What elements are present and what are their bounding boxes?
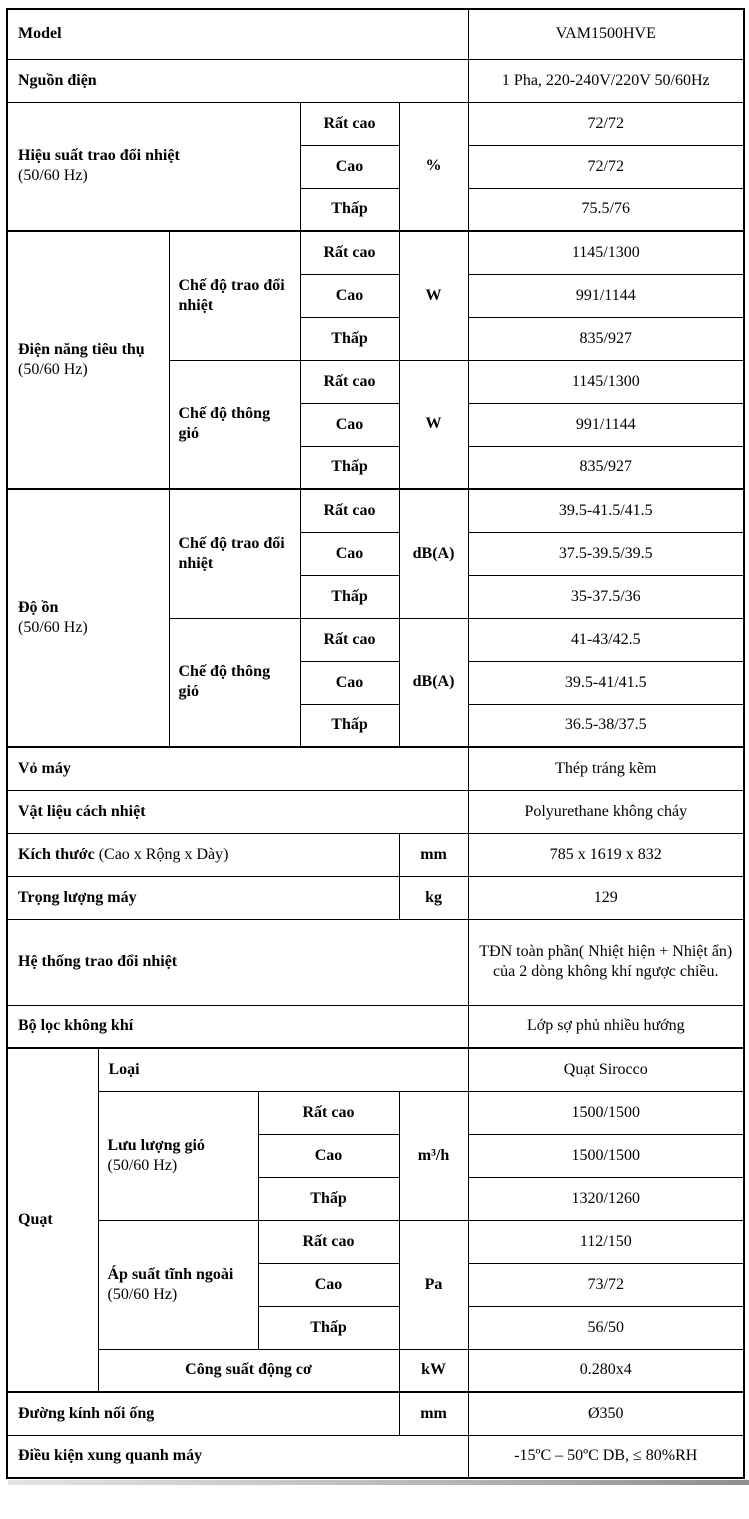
noise-vent-very-high-value: 41-43/42.5 <box>468 618 744 661</box>
row-duct-diameter <box>7 1392 744 1435</box>
casing-label: Vỏ máy <box>7 747 468 790</box>
level-cell: Rất cao <box>300 360 399 403</box>
power-heat-low-value: 835/927 <box>468 317 744 360</box>
power-heat-unit: W <box>399 231 468 360</box>
row-air-filter <box>7 1005 744 1048</box>
row-weight <box>7 876 744 919</box>
fan-motor-power-value: 0.280x4 <box>468 1349 744 1392</box>
noise-vent-high-value: 39.5-41/41.5 <box>468 661 744 704</box>
level-cell: Cao <box>300 661 399 704</box>
spec-table <box>6 8 745 1479</box>
fan-motor-power-unit: kW <box>399 1349 468 1392</box>
noise-vent-low-value: 36.5-38/37.5 <box>468 704 744 747</box>
weight-value: 129 <box>468 876 744 919</box>
fan-label: Quạt <box>7 1048 98 1392</box>
dimensions-label-main: Kích thước <box>18 845 95 863</box>
fan-airflow-label <box>98 1091 258 1220</box>
fan-airflow-label-main: Lưu lượng gió <box>107 1136 205 1154</box>
level-cell: Thấp <box>258 1177 399 1220</box>
fan-pressure-low-value: 56/50 <box>468 1306 744 1349</box>
level-cell: Rất cao <box>300 231 399 274</box>
row-ambient <box>7 1435 744 1478</box>
row-power-heat-very-high <box>7 231 744 274</box>
level-cell: Thấp <box>300 575 399 618</box>
fan-pressure-very-high-value: 112/150 <box>468 1220 744 1263</box>
row-dimensions <box>7 833 744 876</box>
power-vent-low-value: 835/927 <box>468 446 744 489</box>
power-supply-value: 1 Pha, 220-240V/220V 50/60Hz <box>468 59 744 102</box>
efficiency-label-sub: (50/60 Hz) <box>18 167 88 185</box>
fan-airflow-label-sub: (50/60 Hz) <box>107 1156 178 1174</box>
hx-system-value: TĐN toàn phần( Nhiệt hiện + Nhiệt ẩn) của 2 dòng không khí ngược chiều. <box>468 919 744 1005</box>
insulation-value: Polyurethane không cháy <box>468 790 744 833</box>
power-heat-mode-label: Chế độ trao đổi nhiệt <box>169 231 300 360</box>
fan-type-label: Loại <box>98 1048 468 1091</box>
efficiency-label-main: Hiệu suất trao đổi nhiệt <box>18 147 180 165</box>
weight-unit: kg <box>399 876 468 919</box>
duct-diameter-value: Ø350 <box>468 1392 744 1435</box>
noise-heat-mode-label: Chế độ trao đổi nhiệt <box>169 489 300 618</box>
power-consumption-label <box>7 231 169 489</box>
row-insulation <box>7 790 744 833</box>
duct-diameter-unit: mm <box>399 1392 468 1435</box>
insulation-label: Vật liệu cách nhiệt <box>7 790 468 833</box>
fan-type-value: Quạt Sirocco <box>468 1048 744 1091</box>
row-noise-heat-very-high <box>7 489 744 532</box>
row-fan-airflow-very-high <box>7 1091 744 1134</box>
row-fan-motor-power <box>7 1349 744 1392</box>
level-cell: Cao <box>300 274 399 317</box>
dimensions-unit: mm <box>399 833 468 876</box>
row-efficiency-very-high <box>7 102 744 145</box>
power-consumption-label-sub: (50/60 Hz) <box>18 361 88 378</box>
air-filter-value: Lớp sợ phủ nhiều hướng <box>468 1005 744 1048</box>
level-cell: Thấp <box>300 188 399 231</box>
noise-label-main: Độ ồn <box>18 599 59 616</box>
power-vent-very-high-value: 1145/1300 <box>468 360 744 403</box>
level-cell: Cao <box>258 1263 399 1306</box>
fan-airflow-high-value: 1500/1500 <box>468 1134 744 1177</box>
fan-motor-power-label: Công suất động cơ <box>98 1349 399 1392</box>
power-supply-label: Nguồn điện <box>7 59 468 102</box>
row-fan-type <box>7 1048 744 1091</box>
fan-airflow-low-value: 1320/1260 <box>468 1177 744 1220</box>
model-value: VAM1500HVE <box>468 9 744 59</box>
duct-diameter-label: Đường kính nối ống <box>7 1392 399 1435</box>
weight-label: Trọng lượng máy <box>7 876 399 919</box>
level-cell: Cao <box>300 145 399 188</box>
fan-pressure-high-value: 73/72 <box>468 1263 744 1306</box>
efficiency-unit: % <box>399 102 468 231</box>
level-cell: Rất cao <box>258 1220 399 1263</box>
model-label: Model <box>7 9 468 59</box>
level-cell: Rất cao <box>258 1091 399 1134</box>
page-shadow <box>8 1480 749 1485</box>
noise-label <box>7 489 169 747</box>
row-fan-pressure-very-high <box>7 1220 744 1263</box>
row-model <box>7 9 744 59</box>
efficiency-label <box>7 102 300 231</box>
power-vent-high-value: 991/1144 <box>468 403 744 446</box>
efficiency-low-value: 75.5/76 <box>468 188 744 231</box>
level-cell: Rất cao <box>300 102 399 145</box>
power-consumption-label-main: Điện năng tiêu thụ <box>18 341 145 358</box>
noise-label-sub: (50/60 Hz) <box>18 619 88 636</box>
fan-pressure-unit: Pa <box>399 1220 468 1349</box>
noise-heat-unit: dB(A) <box>399 489 468 618</box>
level-cell: Cao <box>300 403 399 446</box>
fan-airflow-unit: m³/h <box>399 1091 468 1220</box>
air-filter-label: Bộ lọc không khí <box>7 1005 468 1048</box>
level-cell: Thấp <box>258 1306 399 1349</box>
level-cell: Cao <box>300 532 399 575</box>
level-cell: Thấp <box>300 704 399 747</box>
level-cell: Thấp <box>300 446 399 489</box>
row-casing <box>7 747 744 790</box>
level-cell: Rất cao <box>300 489 399 532</box>
ambient-value: -15ºC – 50ºC DB, ≤ 80%RH <box>468 1435 744 1478</box>
noise-vent-mode-label: Chế độ thông gió <box>169 618 300 747</box>
fan-airflow-very-high-value: 1500/1500 <box>468 1091 744 1134</box>
noise-heat-very-high-value: 39.5-41.5/41.5 <box>468 489 744 532</box>
level-cell: Cao <box>258 1134 399 1177</box>
noise-heat-low-value: 35-37.5/36 <box>468 575 744 618</box>
row-hx-system <box>7 919 744 1005</box>
power-vent-unit: W <box>399 360 468 489</box>
level-cell: Rất cao <box>300 618 399 661</box>
power-vent-mode-label: Chế độ thông gió <box>169 360 300 489</box>
power-heat-high-value: 991/1144 <box>468 274 744 317</box>
efficiency-very-high-value: 72/72 <box>468 102 744 145</box>
ambient-label: Điều kiện xung quanh máy <box>7 1435 468 1478</box>
dimensions-label-sub: (Cao x Rộng x Dày) <box>98 845 229 863</box>
row-power-supply <box>7 59 744 102</box>
level-cell: Thấp <box>300 317 399 360</box>
hx-system-label: Hệ thống trao đổi nhiệt <box>7 919 468 1005</box>
power-heat-very-high-value: 1145/1300 <box>468 231 744 274</box>
dimensions-label <box>7 833 399 876</box>
fan-pressure-label <box>98 1220 258 1349</box>
fan-pressure-label-sub: (50/60 Hz) <box>107 1285 178 1303</box>
fan-pressure-label-main: Áp suất tĩnh ngoài <box>107 1265 234 1283</box>
casing-value: Thép tráng kẽm <box>468 747 744 790</box>
noise-heat-high-value: 37.5-39.5/39.5 <box>468 532 744 575</box>
dimensions-value: 785 x 1619 x 832 <box>468 833 744 876</box>
noise-vent-unit: dB(A) <box>399 618 468 747</box>
efficiency-high-value: 72/72 <box>468 145 744 188</box>
